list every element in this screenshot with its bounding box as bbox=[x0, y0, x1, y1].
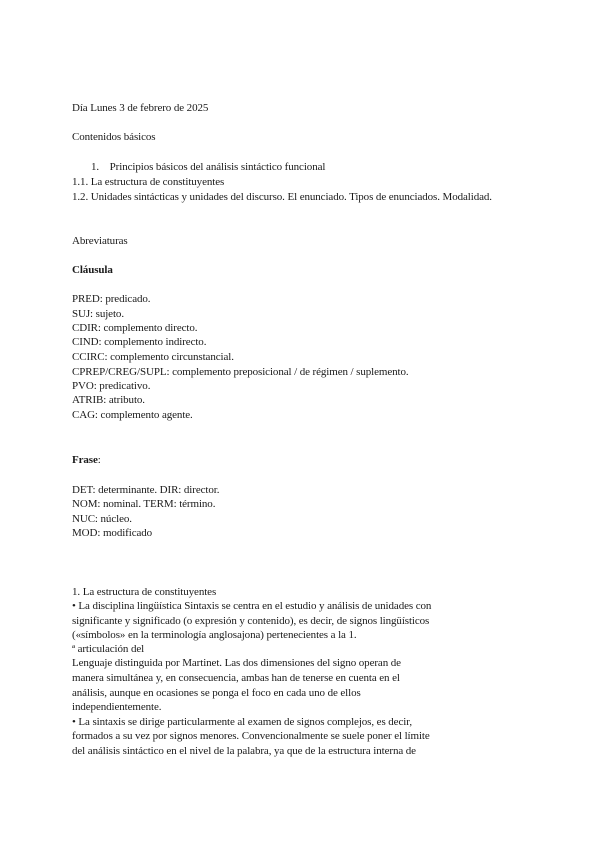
paragraph-line: análisis, aunque en ocasiones se ponga el foco en cada uno de ellos bbox=[72, 687, 361, 699]
paragraph-line: • La disciplina lingüística Sintaxis se centra en el estudio y análisis de unidades con bbox=[72, 600, 432, 612]
date-line: Día Lunes 3 de febrero de 2025 bbox=[72, 102, 209, 114]
abbreviation-item: NOM: nominal. TERM: término. bbox=[72, 498, 216, 510]
paragraph-line: significante y significado (o expresión y contenido), es decir, de signos lingüísticos bbox=[72, 615, 430, 627]
numbered-list-item bbox=[91, 160, 325, 174]
list-item-text: Principios básicos del análisis sintáctico funcional bbox=[109, 161, 326, 173]
abbreviation-item: MOD: modificado bbox=[72, 527, 153, 539]
paragraph-line: ª articulación del bbox=[72, 643, 145, 655]
abbreviations-heading: Abreviaturas bbox=[72, 235, 128, 247]
abbreviation-item: CPREP/CREG/SUPL: complemento preposicional / de régimen / suplemento. bbox=[72, 366, 409, 378]
paragraph-line: Lenguaje distinguida por Martinet. Las dos dimensiones del signo operan de bbox=[72, 657, 401, 669]
abbreviation-item: SUJ: sujeto. bbox=[72, 308, 124, 320]
abbreviation-item: CDIR: complemento directo. bbox=[72, 322, 198, 334]
section-title: 1. La estructura de constituyentes bbox=[72, 586, 217, 598]
subitem-line: 1.1. La estructura de constituyentes bbox=[72, 176, 225, 188]
abbreviation-item: CCIRC: complemento circunstancial. bbox=[72, 351, 234, 363]
abbreviation-item: ATRIB: atributo. bbox=[72, 394, 145, 406]
abbreviation-item: NUC: núcleo. bbox=[72, 513, 132, 525]
abbreviation-item: PRED: predicado. bbox=[72, 293, 151, 305]
subitem-line: 1.2. Unidades sintácticas y unidades del discurso. El enunciado. Tipos de enunciados. Modalidad. bbox=[72, 191, 492, 203]
paragraph-line: independientemente. bbox=[72, 701, 162, 713]
paragraph-line: del análisis sintáctico en el nivel de la palabra, ya que de la estructura interna de bbox=[72, 745, 416, 757]
paragraph-line: manera simultánea y, en consecuencia, ambas han de tenerse en cuenta en el bbox=[72, 672, 400, 684]
clausula-title: Cláusula bbox=[72, 264, 113, 276]
frase-title-line bbox=[72, 453, 101, 467]
paragraph-line: • La sintaxis se dirige particularmente al examen de signos complejos, es decir, bbox=[72, 716, 412, 728]
frase-title-suffix: : bbox=[97, 454, 101, 466]
abbreviation-item: CAG: complemento agente. bbox=[72, 409, 193, 421]
paragraph-line: formados a su vez por signos menores. Convencionalmente se suele poner el límite bbox=[72, 730, 430, 742]
frase-title: Frase bbox=[72, 454, 98, 466]
abbreviation-item: PVO: predicativo. bbox=[72, 380, 151, 392]
contents-heading: Contenidos básicos bbox=[72, 131, 156, 143]
abbreviation-item: CIND: complemento indirecto. bbox=[72, 336, 207, 348]
paragraph-line: («símbolos» en la terminología anglosajona) pertenecientes a la 1. bbox=[72, 629, 357, 641]
abbreviation-item: DET: determinante. DIR: director. bbox=[72, 484, 220, 496]
list-number: 1. bbox=[91, 161, 100, 173]
